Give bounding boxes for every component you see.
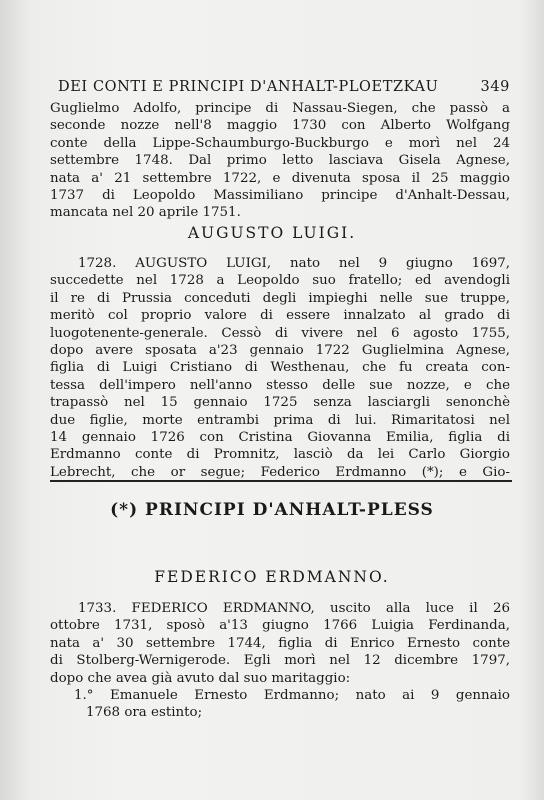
text-line: seconde nozze nell'8 maggio 1730 con Alberto Wolfgang <box>50 118 510 134</box>
text-line: 1.° Emanuele Ernesto Erdmanno; nato ai 9 gennaio <box>74 688 510 704</box>
text-line: due figlie, morte entrambi prima di lui. Rimaritatosi nel <box>50 412 510 428</box>
footnote-divider <box>50 480 512 482</box>
page-number: 349 <box>480 79 510 95</box>
text-line: Guglielmo Adolfo, principe di Nassau-Siegen, che passò a <box>50 101 510 116</box>
text-line: conte della Lippe-Schaumburgo-Buckburgo e morì nel 24 <box>50 135 510 151</box>
text-line: 14 gennaio 1726 con Cristina Giovanna Emilia, figlia di <box>50 430 510 446</box>
text-line: settembre 1748. Dal primo letto lasciava Gisela Agnese, <box>50 153 510 169</box>
text-line: 1737 di Leopoldo Massimiliano principe d'Anhalt-Dessau, <box>50 188 510 204</box>
text-line: luogotenente-generale. Cessò di vivere nel 6 agosto 1755, <box>50 325 510 341</box>
text-line: 1768 ora estinto; <box>86 705 203 721</box>
augusto-luigi-paragraph <box>50 255 510 481</box>
text-line: Lebrecht, che or segue; Federico Erdmanno (*); e Gio- <box>50 464 510 480</box>
footnote-heading: (*) PRINCIPI D'ANHALT-PLESS <box>110 500 434 520</box>
text-line: trapassò nel 15 gennaio 1725 senza lasciargli senonchè <box>50 395 510 411</box>
running-title: DEI CONTI E PRINCIPI D'ANHALT-PLOETZKAU <box>58 79 439 95</box>
text-line: nata a' 30 settembre 1744, figlia di Enrico Ernesto conte <box>50 635 510 651</box>
text-line: ottobre 1731, sposò a'13 giugno 1766 Luigia Ferdinanda, <box>50 618 510 634</box>
section-heading-augusto-luigi: AUGUSTO LUIGI. <box>187 224 357 242</box>
federico-erdmanno-paragraph <box>50 600 510 722</box>
text-line: figlia di Luigi Cristiano di Westhenau, che fu creata con- <box>50 360 510 376</box>
text-line: 1728. AUGUSTO LUIGI, nato nel 9 giugno 1697, <box>78 256 510 271</box>
text-line: dopo avere sposata a'23 gennaio 1722 Guglielmina Agnese, <box>50 343 510 359</box>
running-header <box>58 79 510 95</box>
text-line: di Stolberg-Wernigerode. Egli morì nel 12 dicembre 1797, <box>50 653 510 669</box>
intro-paragraph <box>50 100 510 222</box>
text-line: 1733. FEDERICO ERDMANNO, uscito alla luce il 26 <box>78 601 510 616</box>
section-heading-federico-erdmanno: FEDERICO ERDMANNO. <box>154 568 390 586</box>
text-line: nata a' 21 settembre 1722, e divenuta sposa il 25 maggio <box>50 170 510 186</box>
text-line: meritò col proprio valore di essere innalzato al grado di <box>50 308 510 324</box>
text-line: tessa dell'impero nell'anno stesso delle sue nozze, e che <box>50 377 510 393</box>
text-line: succedette nel 1728 a Leopoldo suo fratello; ed avendogli <box>50 273 510 289</box>
text-line: dopo che avea già avuto dal suo maritaggio: <box>50 670 351 686</box>
text-line: Erdmanno conte di Promnitz, lasciò da lei Carlo Giorgio <box>50 447 510 463</box>
text-line: mancata nel 20 aprile 1751. <box>50 205 241 221</box>
text-line: il re di Prussia conceduti degli impieghi nelle sue truppe, <box>50 290 510 306</box>
